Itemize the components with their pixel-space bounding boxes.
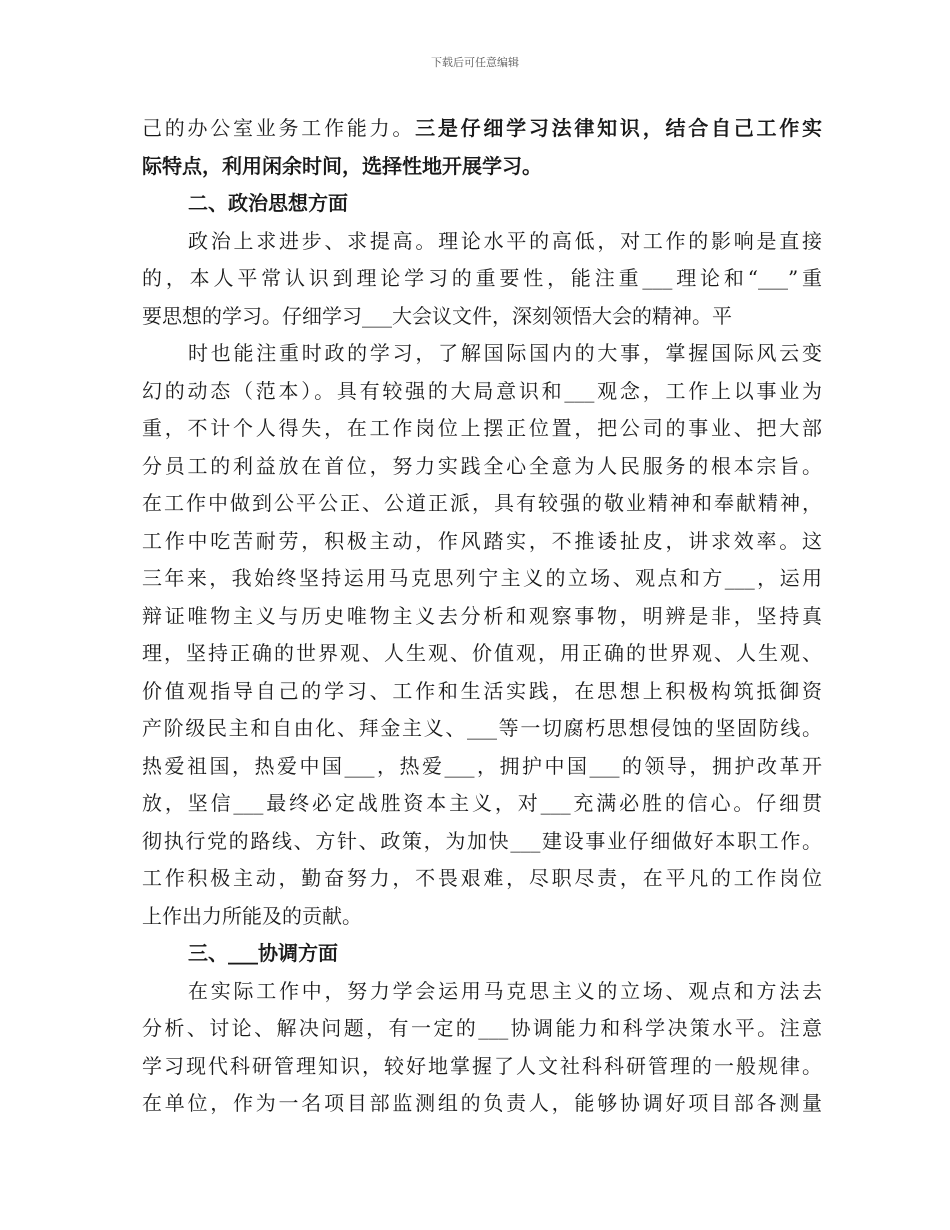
- text-segment: 在单位，作为一名项目部监测组的负责人，能够协调好项目部各测量: [142, 1091, 822, 1115]
- text-segment: 产阶级民主和自由化、拜金主义、___等一切腐朽思想侵蚀的坚固防线。: [142, 716, 822, 740]
- text-segment: 在实际工作中，努力学会运用马克思主义的立场、观点和方法去: [188, 978, 822, 1003]
- text-segment: 分员工的利益放在首位，努力实践全心全意为人民服务的根本宗旨。: [142, 453, 822, 478]
- text-segment: 热爱祖国，热爱中国___，热爱___，拥护中国___的领导，拥护改革开: [142, 753, 822, 778]
- text-line: [142, 261, 822, 295]
- text-line: [142, 1086, 822, 1120]
- text-segment: 三年来，我始终坚持运用马克思列宁主义的立场、观点和方___，运用: [142, 566, 822, 590]
- text-segment: 己的办公室业务工作能力。: [142, 116, 416, 140]
- text-line: [142, 636, 822, 670]
- text-line: [142, 899, 822, 933]
- text-line: [142, 861, 822, 895]
- text-segment: 重，不计个人得失，在工作岗位上摆正位置，把公司的事业、把大部: [142, 416, 822, 440]
- text-segment: 学习现代科研管理知识，较好地掌握了人文社科科研管理的一般规律。: [142, 1053, 822, 1078]
- section-heading: [188, 186, 822, 220]
- text-line: [142, 1011, 822, 1045]
- section-heading: [188, 936, 822, 970]
- text-line: [188, 224, 822, 258]
- text-line: [142, 824, 822, 858]
- text-line: [142, 411, 822, 445]
- text-line: [142, 449, 822, 483]
- text-segment: 要思想的学习。仔细学习___大会议文件，深刻领悟大会的精神。平: [142, 303, 732, 328]
- bold-text: 二、政治思想方面: [188, 191, 348, 215]
- text-segment: 辩证唯物主义与历史唯物主义去分析和观察事物，明辨是非，坚持真: [142, 603, 822, 628]
- text-line: [142, 561, 822, 595]
- text-line: [142, 524, 822, 558]
- bold-text: 三、___协调方面: [188, 941, 338, 965]
- text-line: [142, 111, 822, 145]
- text-line: [142, 711, 822, 745]
- text-line: [142, 674, 822, 708]
- text-segment: 工作积极主动，勤奋努力，不畏艰难，尽职尽责，在平凡的工作岗位: [142, 866, 822, 890]
- bold-text: 三是仔细学习法律知识，结合自己工作实: [415, 116, 823, 140]
- text-segment: 的，本人平常认识到理论学习的重要性，能注重___理论和“___”重: [142, 266, 822, 290]
- text-line: [142, 149, 822, 183]
- text-segment: 放，坚信___最终必定战胜资本主义，对___充满必胜的信心。仔细贯: [142, 791, 822, 815]
- page-header: 下载后可任意编辑: [431, 56, 519, 69]
- text-segment: 政治上求进步、求提高。理论水平的高低，对工作的影响是直接: [188, 228, 822, 253]
- text-segment: 价值观指导自己的学习、工作和生活实践，在思想上积极构筑抵御资: [142, 678, 822, 703]
- text-line: [188, 974, 822, 1008]
- text-line: [142, 486, 822, 520]
- text-segment: 理，坚持正确的世界观、人生观、价值观，用正确的世界观、人生观、: [142, 641, 822, 665]
- text-line: [142, 1049, 822, 1083]
- text-segment: 幻的动态（范本）。具有较强的大局意识和___观念，工作上以事业为: [142, 378, 822, 403]
- text-line: [142, 299, 822, 333]
- text-segment: 分析、讨论、解决问题，有一定的___协调能力和科学决策水平。注意: [142, 1016, 822, 1040]
- text-segment: 工作中吃苦耐劳，积极主动，作风踏实，不推诿扯皮，讲求效率。这: [142, 528, 822, 553]
- text-line: [142, 786, 822, 820]
- text-line: [188, 336, 822, 370]
- text-segment: 彻执行党的路线、方针、政策，为加快___建设事业仔细做好本职工作。: [142, 828, 822, 853]
- bold-text: 际特点，利用闲余时间，选择性地开展学习。: [142, 153, 542, 178]
- text-segment: 在工作中做到公平公正、公道正派，具有较强的敬业精神和奉献精神，: [142, 491, 822, 515]
- text-segment: 时也能注重时政的学习，了解国际国内的大事，掌握国际风云变: [188, 341, 822, 365]
- text-line: [142, 374, 822, 408]
- text-line: [142, 749, 822, 783]
- text-line: [142, 599, 822, 633]
- text-segment: 上作出力所能及的贡献。: [142, 903, 362, 928]
